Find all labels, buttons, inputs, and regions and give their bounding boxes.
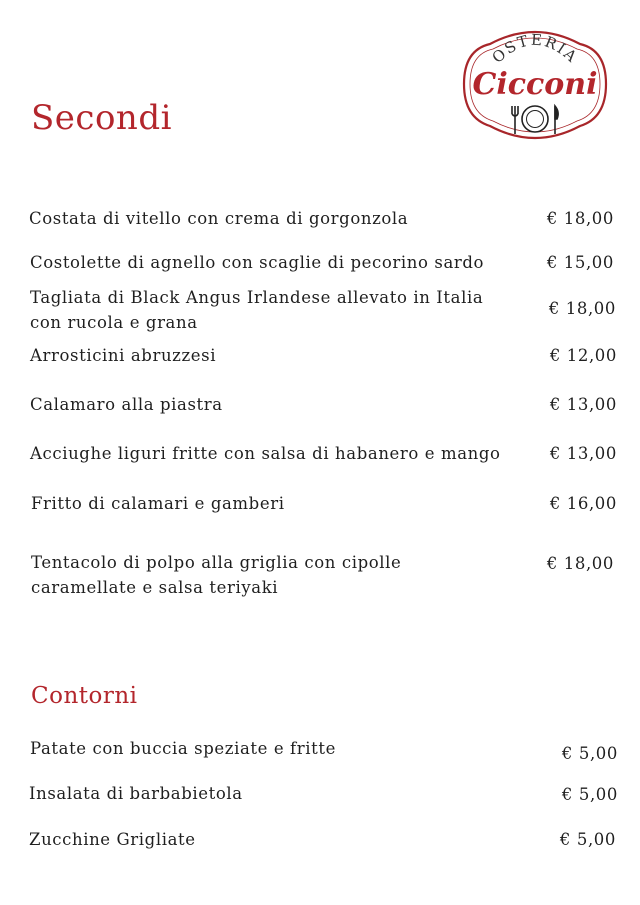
menu-item-name: Costolette di agnello con scaglie di pecorino sardo [30, 253, 485, 272]
menu-item-price: € 5,00 [561, 744, 618, 763]
menu-item-name: Costata di vitello con crema di gorgonzola [29, 209, 409, 228]
menu-item-price: € 13,00 [549, 395, 617, 414]
menu-item-name-line: Tentacolo di polpo alla griglia con cipolle [31, 553, 402, 572]
menu-item-name-line: con rucola e grana [30, 313, 198, 332]
menu-item-name: Patate con buccia speziate e fritte [30, 739, 336, 758]
menu-item-name: Arrosticini abruzzesi [30, 346, 217, 365]
menu-item-name [30, 285, 483, 335]
menu-item-price: € 18,00 [548, 299, 616, 318]
menu-item-price: € 13,00 [549, 444, 617, 463]
menu-item-price: € 15,00 [546, 253, 614, 272]
section-title-contorni: Contorni [31, 683, 138, 709]
menu-item-price: € 5,00 [561, 785, 618, 804]
section-title-secondi: Secondi [31, 98, 172, 138]
menu-item-price: € 18,00 [546, 209, 614, 228]
menu-item-name-line: caramellate e salsa teriyaki [31, 578, 279, 597]
menu-item-price: € 18,00 [546, 554, 614, 573]
menu-item-name [31, 550, 401, 600]
menu-item-name: Insalata di barbabietola [29, 784, 243, 803]
menu-item-price: € 5,00 [559, 830, 616, 849]
menu-item-name: Fritto di calamari e gamberi [31, 494, 285, 513]
menu-item-name-line: Tagliata di Black Angus Irlandese allevato in Italia [30, 288, 484, 307]
logo-osteria-text: OSTERIA [488, 30, 582, 67]
menu-item-name: Calamaro alla piastra [30, 395, 223, 414]
logo-cicconi-text: Cicconi [472, 67, 598, 102]
menu-item-name: Acciughe liguri fritte con salsa di habanero e mango [30, 444, 501, 463]
menu-item-name: Zucchine Grigliate [29, 830, 196, 849]
menu-item-price: € 16,00 [549, 494, 617, 513]
menu-item-price: € 12,00 [549, 346, 617, 365]
osteria-cicconi-logo [460, 22, 610, 147]
